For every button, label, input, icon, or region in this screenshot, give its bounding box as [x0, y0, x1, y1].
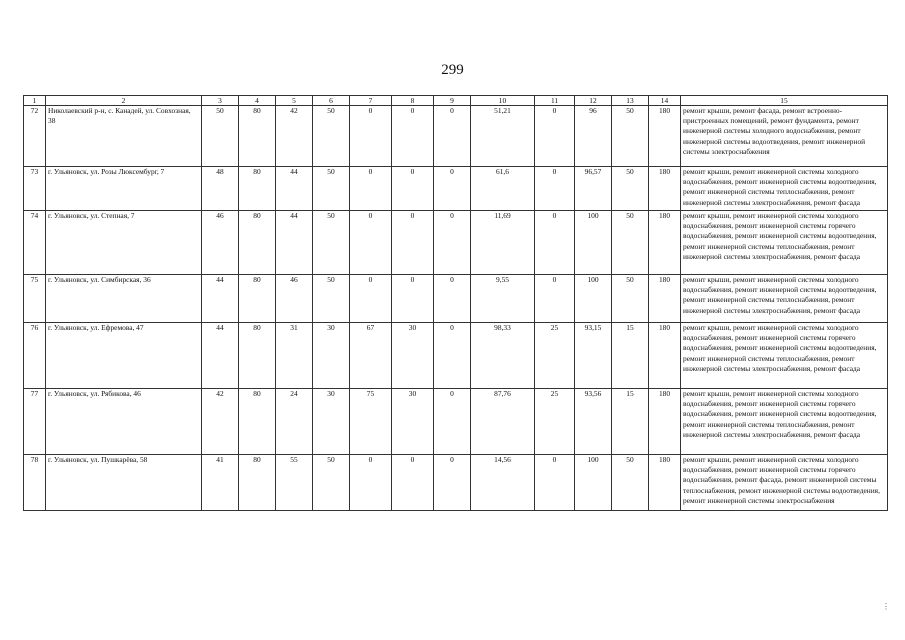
table-cell: 51,21: [471, 106, 535, 167]
works-cell: ремонт крыши, ремонт инженерной системы холодного водоснабжения, ремонт инженерной системы горячего водоснабжения, ремонт инженерной системы водоотведения, ремонт инженерной системы теплоснабжения, ремонт инженерной системы электроснабжения, ремонт фасада: [681, 323, 888, 389]
table-cell: 0: [350, 275, 392, 323]
table-cell: 0: [350, 167, 392, 211]
table-cell: 0: [392, 106, 434, 167]
works-cell: ремонт крыши, ремонт инженерной системы холодного водоснабжения, ремонт инженерной системы горячего водоснабжения, ремонт инженерной системы водоотведения, ремонт инженерной системы теплоснабжения, ремонт инженерной системы электроснабжения, ремонт фасада: [681, 211, 888, 275]
table-cell: 180: [649, 167, 681, 211]
table-cell: 15: [612, 323, 649, 389]
column-header: 12: [575, 96, 612, 106]
table-cell: 50: [313, 167, 350, 211]
table-cell: 180: [649, 323, 681, 389]
table-cell: 80: [239, 211, 276, 275]
table-cell: 96: [575, 106, 612, 167]
table-cell: 0: [434, 389, 471, 455]
column-header: 3: [202, 96, 239, 106]
table-cell: 15: [612, 389, 649, 455]
table-row: [24, 106, 888, 167]
table-cell: 42: [202, 389, 239, 455]
table-cell: 0: [350, 211, 392, 275]
table-cell: 180: [649, 211, 681, 275]
table-cell: 50: [313, 106, 350, 167]
table-cell: 50: [612, 275, 649, 323]
table-cell: 46: [202, 211, 239, 275]
table-cell: 0: [392, 167, 434, 211]
table-cell: 0: [535, 106, 575, 167]
address-cell: г. Ульяновск, ул. Пушкарёва, 58: [46, 455, 202, 511]
table-cell: 80: [239, 275, 276, 323]
row-number: 72: [24, 106, 46, 167]
works-cell: ремонт крыши, ремонт фасада, ремонт встроенно-пристроенных помещений, ремонт фундамента, ремонт инженерной системы холодного водоснабжения, ремонт инженерной системы водоотведения, ремонт инженерной системы электроснабжения: [681, 106, 888, 167]
table-cell: 50: [202, 106, 239, 167]
column-header: 6: [313, 96, 350, 106]
works-cell: ремонт крыши, ремонт инженерной системы холодного водоснабжения, ремонт инженерной системы горячего водоснабжения, ремонт фасада, ремонт инженерной системы теплоснабжения, ремонт инженерной системы водоотведения, ремонт инженерной системы электроснабжения: [681, 455, 888, 511]
table-cell: 0: [434, 455, 471, 511]
table-cell: 80: [239, 323, 276, 389]
table-cell: 30: [313, 389, 350, 455]
table-cell: 0: [434, 211, 471, 275]
table-cell: 55: [276, 455, 313, 511]
address-cell: г. Ульяновск, ул. Степная, 7: [46, 211, 202, 275]
table-cell: 80: [239, 106, 276, 167]
table-cell: 80: [239, 455, 276, 511]
repair-table: [23, 95, 888, 511]
table-cell: 50: [612, 106, 649, 167]
column-header: 13: [612, 96, 649, 106]
address-cell: г. Ульяновск, ул. Симбирская, 36: [46, 275, 202, 323]
table-cell: 50: [612, 211, 649, 275]
scan-artifact: ⋮: [882, 602, 890, 611]
table-cell: 0: [434, 106, 471, 167]
table-cell: 31: [276, 323, 313, 389]
address-cell: г. Ульяновск, ул. Ефремова, 47: [46, 323, 202, 389]
table-row: [24, 211, 888, 275]
table-cell: 80: [239, 167, 276, 211]
table-cell: 0: [392, 211, 434, 275]
works-cell: ремонт крыши, ремонт инженерной системы холодного водоснабжения, ремонт инженерной системы горячего водоснабжения, ремонт инженерной системы водоотведения, ремонт инженерной системы теплоснабжения, ремонт инженерной системы электроснабжения, ремонт фасада: [681, 389, 888, 455]
table-cell: 44: [276, 211, 313, 275]
page-number: 299: [441, 62, 464, 78]
table-cell: 100: [575, 275, 612, 323]
column-header: 5: [276, 96, 313, 106]
works-cell: ремонт крыши, ремонт инженерной системы холодного водоснабжения, ремонт инженерной системы водоотведения, ремонт инженерной системы теплоснабжения, ремонт инженерной системы электроснабжения, ремонт фасада: [681, 167, 888, 211]
row-number: 78: [24, 455, 46, 511]
column-header: 9: [434, 96, 471, 106]
table-cell: 30: [313, 323, 350, 389]
column-header: 4: [239, 96, 276, 106]
table-cell: 98,33: [471, 323, 535, 389]
table-cell: 50: [612, 455, 649, 511]
table-cell: 80: [239, 389, 276, 455]
table-cell: 30: [392, 323, 434, 389]
address-cell: Николаевский р-н, с. Канадей, ул. Совхозная, 38: [46, 106, 202, 167]
row-number: 77: [24, 389, 46, 455]
table-row: [24, 275, 888, 323]
table-row: [24, 455, 888, 511]
table-cell: 24: [276, 389, 313, 455]
table-cell: 100: [575, 211, 612, 275]
column-header: 1: [24, 96, 46, 106]
address-cell: г. Ульяновск, ул. Розы Люксембург, 7: [46, 167, 202, 211]
table-cell: 0: [350, 106, 392, 167]
table-cell: 44: [202, 323, 239, 389]
table-cell: 30: [392, 389, 434, 455]
table-row: [24, 389, 888, 455]
table-cell: 87,76: [471, 389, 535, 455]
table-cell: 9,55: [471, 275, 535, 323]
row-number: 74: [24, 211, 46, 275]
table-cell: 44: [202, 275, 239, 323]
table-cell: 180: [649, 275, 681, 323]
table-cell: 0: [434, 275, 471, 323]
table-cell: 180: [649, 389, 681, 455]
table-cell: 50: [313, 211, 350, 275]
table-cell: 0: [392, 455, 434, 511]
table-cell: 0: [434, 323, 471, 389]
table-cell: 14,56: [471, 455, 535, 511]
table-cell: 67: [350, 323, 392, 389]
column-header: 7: [350, 96, 392, 106]
table-row: [24, 323, 888, 389]
table-cell: 50: [612, 167, 649, 211]
table-cell: 25: [535, 389, 575, 455]
table-cell: 44: [276, 167, 313, 211]
row-number: 76: [24, 323, 46, 389]
column-header: 8: [392, 96, 434, 106]
table-cell: 93,56: [575, 389, 612, 455]
column-header: 10: [471, 96, 535, 106]
table-cell: 0: [535, 167, 575, 211]
table-cell: 46: [276, 275, 313, 323]
table-cell: 0: [434, 167, 471, 211]
table-cell: 11,69: [471, 211, 535, 275]
works-cell: ремонт крыши, ремонт инженерной системы холодного водоснабжения, ремонт инженерной системы водоотведения, ремонт инженерной системы теплоснабжения, ремонт инженерной системы электроснабжения, ремонт фасада: [681, 275, 888, 323]
column-header: 14: [649, 96, 681, 106]
table-cell: 50: [313, 275, 350, 323]
column-header: 2: [46, 96, 202, 106]
table-cell: 0: [535, 455, 575, 511]
table-cell: 42: [276, 106, 313, 167]
table-cell: 25: [535, 323, 575, 389]
table-cell: 50: [313, 455, 350, 511]
table-cell: 48: [202, 167, 239, 211]
header-row: [24, 96, 888, 106]
row-number: 75: [24, 275, 46, 323]
table-cell: 0: [392, 275, 434, 323]
table-cell: 93,15: [575, 323, 612, 389]
table-cell: 100: [575, 455, 612, 511]
table-cell: 0: [350, 455, 392, 511]
row-number: 73: [24, 167, 46, 211]
table-cell: 0: [535, 275, 575, 323]
table-cell: 41: [202, 455, 239, 511]
address-cell: г. Ульяновск, ул. Рябикова, 46: [46, 389, 202, 455]
table-cell: 0: [535, 211, 575, 275]
column-header: 11: [535, 96, 575, 106]
table-cell: 96,57: [575, 167, 612, 211]
table-row: [24, 167, 888, 211]
table-cell: 75: [350, 389, 392, 455]
table-cell: 180: [649, 106, 681, 167]
column-header: 15: [681, 96, 888, 106]
table-cell: 61,6: [471, 167, 535, 211]
table-cell: 180: [649, 455, 681, 511]
